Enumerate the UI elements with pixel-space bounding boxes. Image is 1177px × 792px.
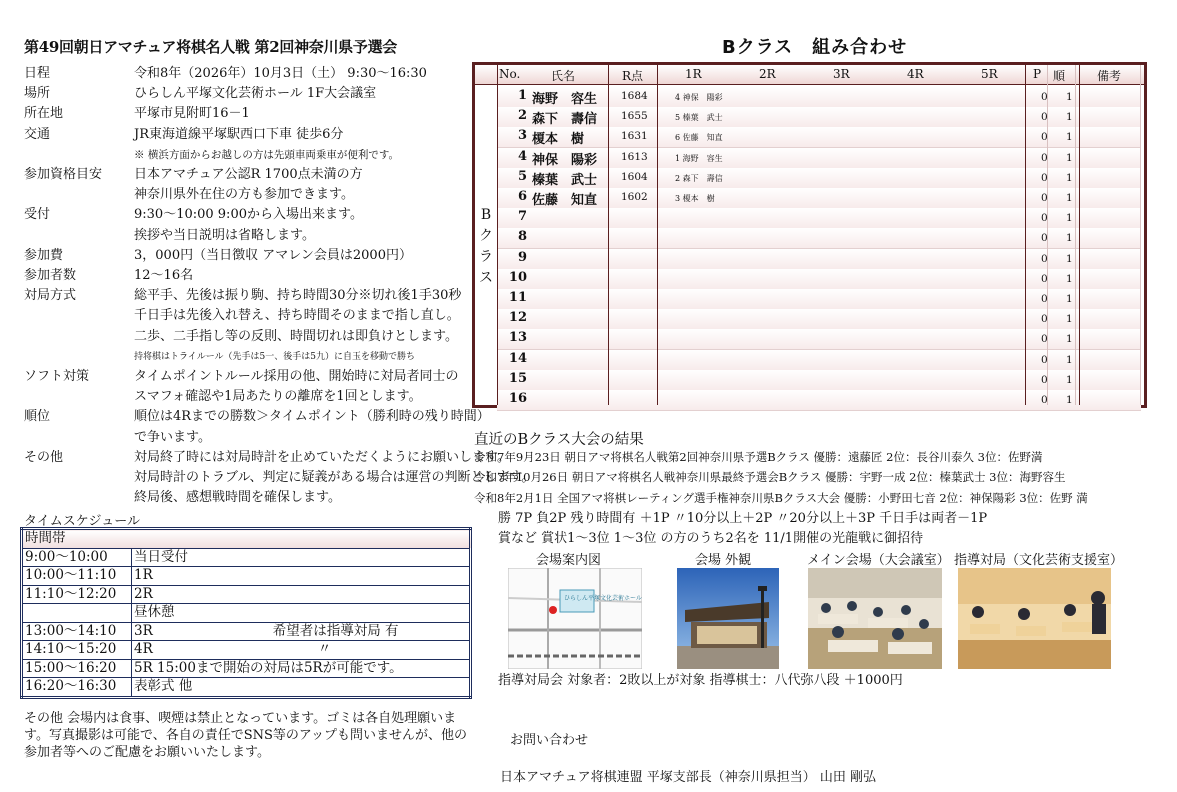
col-p: P xyxy=(1033,67,1042,81)
page-title: 第49回朝日アマチュア将棋名人戦 第2回神奈川県予選会 xyxy=(24,38,397,56)
schedule-row xyxy=(22,567,471,586)
info-row xyxy=(24,185,472,205)
info-key xyxy=(24,488,134,508)
player-rating: 1684 xyxy=(621,90,648,102)
schedule-note: その他 会場内は食事、喫煙は禁止となっています。ゴミは各自処理願います。写真撮影は可能で、各自の責任でSNS等のアップも問いませんが、他の参加者等へのご配慮をお願いいたします。 xyxy=(24,711,467,760)
player-points: 0 xyxy=(1041,171,1048,184)
player-number: 10 xyxy=(508,269,527,285)
player-rating: 1613 xyxy=(621,150,648,163)
hall-image xyxy=(808,568,942,669)
player-number: 14 xyxy=(508,350,527,366)
info-row xyxy=(24,205,472,225)
player-number: 3 xyxy=(517,128,527,144)
info-row xyxy=(24,64,472,84)
info-row xyxy=(24,246,472,266)
schedule-event-label: 2R xyxy=(134,585,153,602)
info-note-row xyxy=(24,145,472,165)
info-key: 日程 xyxy=(24,66,51,81)
schedule-event-label: 5R 15:00まで開始の対局は5Rが可能です。 xyxy=(134,659,403,676)
info-key: その他 xyxy=(24,449,64,465)
round1-opponent: 1 海野 容生 xyxy=(675,153,723,163)
info-key: 対局方式 xyxy=(24,288,77,304)
column-divider xyxy=(657,65,658,405)
class-label-char: B xyxy=(480,207,492,223)
photo-caption: 会場案内図 xyxy=(536,553,602,568)
schedule-event xyxy=(132,678,471,698)
schedule-time: 16:20〜16:30 xyxy=(22,678,132,698)
player-number: 1 xyxy=(517,88,527,103)
schedule-time: 13:00〜14:10 xyxy=(22,622,132,641)
class-label-char: ス xyxy=(479,270,493,286)
schedule-event xyxy=(132,548,471,567)
info-value: 日本アマチュア公認R 1700点未満の方 xyxy=(134,167,363,183)
player-number: 11 xyxy=(508,290,527,305)
column-divider xyxy=(1140,65,1141,405)
info-value: 総平手、先後は振り駒、持ち時間30分※切れ後1手30秒 xyxy=(134,288,462,304)
player-points: 0 xyxy=(1041,272,1048,285)
player-points: 0 xyxy=(1041,373,1048,386)
recent-heading: 直近のBクラス大会の結果 xyxy=(474,432,644,448)
column-divider xyxy=(1075,65,1076,405)
info-value: 終局後、感想戦時間を確保します。 xyxy=(134,490,341,506)
col-r3: 3R xyxy=(833,67,850,81)
info-key xyxy=(24,428,134,448)
schedule-time: 9:00〜10:00 xyxy=(22,548,132,567)
photo-caption: 会場 外観 xyxy=(695,553,752,568)
schedule-row xyxy=(22,641,471,660)
column-divider xyxy=(608,65,609,405)
info-key: 場所 xyxy=(24,86,51,102)
col-r4: 4R xyxy=(907,67,924,81)
info-row xyxy=(24,125,472,145)
info-value: 9:30〜10:00 9:00から入場出来ます。 xyxy=(134,207,363,223)
player-points: 0 xyxy=(1041,192,1048,204)
column-divider xyxy=(1079,65,1080,405)
schedule-event-label: 1R xyxy=(134,567,153,584)
pairing-row xyxy=(497,228,1141,249)
info-value: 平塚市見附町16－1 xyxy=(134,106,250,122)
player-rating: 1655 xyxy=(621,110,648,123)
player-number: 15 xyxy=(508,370,527,386)
schedule-time: 14:10〜15:20 xyxy=(22,641,132,660)
player-number: 8 xyxy=(517,229,527,245)
info-row xyxy=(24,104,472,124)
player-rank: 1 xyxy=(1066,131,1073,144)
contact-info: 日本アマチュア将棋連盟 平塚支部長（神奈川県担当） 山田 剛弘 xyxy=(500,770,877,785)
player-number: 9 xyxy=(517,249,527,265)
photo-caption: 指導対局（文化芸術支援室） xyxy=(954,553,1124,568)
info-key xyxy=(24,468,134,488)
scoring-rules xyxy=(498,509,987,549)
player-rank: 1 xyxy=(1066,272,1073,285)
player-rank: 1 xyxy=(1066,373,1073,386)
info-value: 12〜16名 xyxy=(134,268,194,284)
player-points: 0 xyxy=(1041,394,1048,406)
info-row xyxy=(24,327,472,347)
player-points: 0 xyxy=(1041,313,1048,326)
info-row xyxy=(24,387,472,407)
schedule-event-note: 希望者は指導対局 有 xyxy=(272,622,399,639)
pairing-row xyxy=(497,249,1141,270)
teaching-games-info: 指導対局会 対象者：2敗以上が対象 指導棋士：八代弥八段 ＋1000円 xyxy=(498,673,903,688)
player-number: 2 xyxy=(517,108,527,124)
player-points: 0 xyxy=(1041,293,1048,305)
player-points: 0 xyxy=(1041,212,1048,225)
info-value: 挨拶や当日説明は省略します。 xyxy=(134,227,315,243)
info-key xyxy=(24,185,134,205)
class-label-char: ク xyxy=(479,228,493,244)
info-tiny-note: 持将棋はトライルール（先手は5一、後手は5九）に自玉を移動で勝ち xyxy=(134,351,416,362)
player-points: 0 xyxy=(1041,151,1048,164)
pairing-row xyxy=(497,309,1141,330)
player-name: 榛葉 武士 xyxy=(532,172,598,188)
recent-results xyxy=(474,447,1088,508)
info-key: 参加者数 xyxy=(24,268,77,284)
schedule-row xyxy=(22,622,471,641)
schedule-row xyxy=(22,659,471,678)
info-note: ※ 横浜方面からお越しの方は先頭車両乗車が便利です。 xyxy=(134,148,399,161)
pairing-row xyxy=(497,148,1141,169)
class-label-char: ラ xyxy=(479,249,493,265)
player-rank: 1 xyxy=(1066,313,1073,326)
col-r1: 1R xyxy=(685,67,702,81)
info-key xyxy=(24,387,134,407)
player-number: 5 xyxy=(517,168,527,184)
recent-result: 令和7年10月26日 朝日アマ将棋名人戦神奈川県最終予選会Bクラス 優勝：宇野一成 2位：榛葉武士 3位：海野容生 xyxy=(474,470,1066,485)
pairing-row xyxy=(497,289,1141,310)
player-rating: 1631 xyxy=(621,130,648,143)
col-r2: 2R xyxy=(759,67,776,81)
pairing-class-label xyxy=(478,205,494,289)
pairing-row xyxy=(497,269,1141,290)
info-key xyxy=(24,145,134,165)
schedule-time: 10:00〜11:10 xyxy=(22,567,132,586)
pairing-row xyxy=(497,168,1141,189)
schedule-event-label: 4R xyxy=(134,641,153,658)
player-number: 7 xyxy=(517,209,527,225)
player-rank: 1 xyxy=(1066,252,1073,265)
pairing-heading: Bクラス 組み合わせ xyxy=(722,37,908,58)
player-rating: 1604 xyxy=(621,170,648,183)
info-row xyxy=(24,286,472,306)
player-rank: 1 xyxy=(1066,212,1073,225)
info-row xyxy=(24,84,472,104)
info-key xyxy=(24,226,134,246)
info-row xyxy=(24,448,510,468)
col-no: No. xyxy=(499,67,521,81)
player-name: 森下 壽信 xyxy=(532,112,598,128)
info-row xyxy=(24,226,472,246)
player-points: 0 xyxy=(1041,333,1048,346)
player-rank: 1 xyxy=(1066,293,1073,305)
recent-result: 令和8年2月1日 全国アマ将棋レーティング選手権神奈川県Bクラス大会 優勝：小野田七音 2位：神保陽彩 3位：佐野 満 xyxy=(474,490,1088,505)
info-row xyxy=(24,468,535,488)
col-rating: R点 xyxy=(622,69,644,83)
info-key xyxy=(24,306,134,326)
info-key: 受付 xyxy=(24,207,51,223)
player-rank: 1 xyxy=(1066,151,1073,164)
player-rank: 1 xyxy=(1066,333,1073,346)
player-rank: 1 xyxy=(1066,394,1073,406)
info-value: で争います。 xyxy=(134,429,211,445)
schedule-row xyxy=(22,678,471,698)
player-name: 佐藤 知直 xyxy=(532,193,598,208)
player-rank: 1 xyxy=(1066,353,1073,366)
info-row xyxy=(24,165,472,185)
pairing-row xyxy=(497,127,1141,148)
round1-opponent: 5 榛葉 武士 xyxy=(675,113,723,123)
info-value: 対局終了時には対局時計を止めていただくようにお願いします。 xyxy=(134,449,510,465)
col-remarks: 備考 xyxy=(1097,69,1122,83)
pairing-table xyxy=(472,62,1147,408)
pairing-row xyxy=(497,87,1141,108)
map-label: ひらしん平塚文化芸術ホール xyxy=(564,595,642,602)
col-name: 氏名 xyxy=(551,69,576,83)
schedule-event xyxy=(132,641,471,660)
player-points: 0 xyxy=(1041,252,1048,265)
col-rank: 順 xyxy=(1053,69,1066,83)
schedule-row xyxy=(22,585,471,604)
player-rank: 1 xyxy=(1066,232,1073,245)
player-rank: 1 xyxy=(1066,192,1073,204)
info-key: ソフト対策 xyxy=(24,369,90,385)
info-key: 順位 xyxy=(24,409,51,425)
col-r5: 5R xyxy=(981,67,998,81)
pairing-row xyxy=(497,329,1141,350)
schedule-event-label: 3R xyxy=(134,622,153,639)
info-row xyxy=(24,407,490,427)
schedule-event-label: 表彰式 他 xyxy=(134,678,193,695)
player-rating: 1602 xyxy=(621,191,648,203)
pairing-row xyxy=(497,188,1141,209)
player-points: 0 xyxy=(1041,232,1048,245)
map-image xyxy=(508,568,642,669)
info-row xyxy=(24,428,472,448)
player-rank: 1 xyxy=(1066,171,1073,184)
info-key: 交通 xyxy=(24,126,51,142)
schedule-event xyxy=(132,604,471,623)
pairing-row xyxy=(497,370,1141,391)
schedule-row xyxy=(22,548,471,567)
info-value: 対局時計のトラブル、判定に疑義がある場合は運営の判断とします。 xyxy=(134,470,535,486)
info-value: 令和8年（2026年）10月3日（土） 9:30〜16:30 xyxy=(134,66,427,81)
round1-opponent: 2 森下 壽信 xyxy=(675,173,723,183)
player-name: 海野 容生 xyxy=(532,92,598,107)
info-key xyxy=(24,347,134,367)
info-row xyxy=(24,266,472,286)
player-number: 4 xyxy=(517,148,527,164)
column-divider xyxy=(497,65,498,405)
round1-opponent: 4 神保 陽彩 xyxy=(675,93,723,102)
player-points: 0 xyxy=(1041,91,1048,103)
info-row xyxy=(24,367,472,387)
player-number: 12 xyxy=(508,310,527,326)
info-key: 参加資格目安 xyxy=(24,167,103,183)
pairing-header-row xyxy=(475,65,1144,85)
photo-caption: メイン会場（大会議室） xyxy=(807,553,950,568)
player-points: 0 xyxy=(1041,111,1048,124)
schedule-event xyxy=(132,659,471,678)
column-divider xyxy=(1025,65,1026,405)
player-number: 13 xyxy=(508,330,527,346)
player-points: 0 xyxy=(1041,131,1048,144)
info-value: 神奈川県外在住の方も参加できます。 xyxy=(134,187,354,203)
info-value: ひらしん平塚文化芸術ホール 1F大会議室 xyxy=(134,86,377,102)
info-value: 3，000円（当日徴収 アマレン会員は2000円） xyxy=(134,247,412,263)
schedule-table xyxy=(20,527,472,699)
schedule-event-note: 〃 xyxy=(317,641,332,658)
schedule-event xyxy=(132,585,471,604)
info-value: スマフォ確認や1局あたりの離席を1回とします。 xyxy=(134,389,422,405)
pairing-row xyxy=(497,350,1141,371)
contact-heading: お問い合わせ xyxy=(510,733,589,748)
info-tiny-row xyxy=(24,347,472,367)
player-points: 0 xyxy=(1041,353,1048,366)
building-image xyxy=(677,568,779,669)
schedule-event-label: 当日受付 xyxy=(134,548,188,565)
rule-line: 賞など 賞状1〜3位 1〜3位 の方のうち2名を 11/1開催の光龍戦に御招待 xyxy=(498,531,924,546)
teaching-image xyxy=(958,568,1111,669)
schedule-header: 時間帯 xyxy=(22,529,471,549)
column-divider xyxy=(1047,65,1048,405)
info-value: 順位は4Rまでの勝数＞タイムポイント（勝利時の残り時間） xyxy=(134,409,490,425)
pairing-row xyxy=(497,107,1141,128)
schedule-event-label: 昼休憩 xyxy=(134,604,175,621)
player-rank: 1 xyxy=(1066,111,1073,124)
rule-line: 勝 7P 負2P 残り時間有 ＋1P 〃10分以上＋2P 〃20分以上＋3P 千日手は両者－1P xyxy=(498,511,988,526)
pairing-row xyxy=(497,390,1141,411)
schedule-event xyxy=(132,622,471,641)
schedule-event xyxy=(132,567,471,586)
player-number: 16 xyxy=(508,391,527,406)
info-value: 二歩、二手指し等の反則、時間切れは即負けとします。 xyxy=(134,328,458,344)
recent-result: 令和7年9月23日 朝日アマ将棋名人戦第2回神奈川県予選Bクラス 優勝：遠藤匠 2位：長谷川泰久 3位：佐野満 xyxy=(474,450,1043,464)
schedule-time: 11:10〜12:20 xyxy=(22,585,132,604)
schedule-heading: タイムスケジュール xyxy=(24,514,140,529)
info-key: 所在地 xyxy=(24,106,64,122)
round1-opponent: 3 榎本 樹 xyxy=(675,194,715,203)
player-name: 神保 陽彩 xyxy=(532,152,598,168)
schedule-row xyxy=(22,604,471,623)
info-row xyxy=(24,306,472,326)
info-row xyxy=(24,488,472,508)
schedule-time: 15:00〜16:20 xyxy=(22,659,132,678)
pairing-row xyxy=(497,208,1141,229)
round1-opponent: 6 佐藤 知直 xyxy=(675,133,723,143)
player-name: 榎本 樹 xyxy=(532,132,585,148)
schedule-time xyxy=(22,604,132,623)
info-value: 千日手は先後入れ替え、持ち時間そのままで指し直し。 xyxy=(134,308,460,324)
info-value: JR東海道線平塚駅西口下車 徒歩6分 xyxy=(134,126,344,142)
info-value: タイムポイントルール採用の他、開始時に対局者同士の xyxy=(134,369,459,385)
info-key: 参加費 xyxy=(24,247,64,263)
player-number: 6 xyxy=(517,189,527,204)
info-key xyxy=(24,327,134,347)
player-rank: 1 xyxy=(1066,91,1073,103)
